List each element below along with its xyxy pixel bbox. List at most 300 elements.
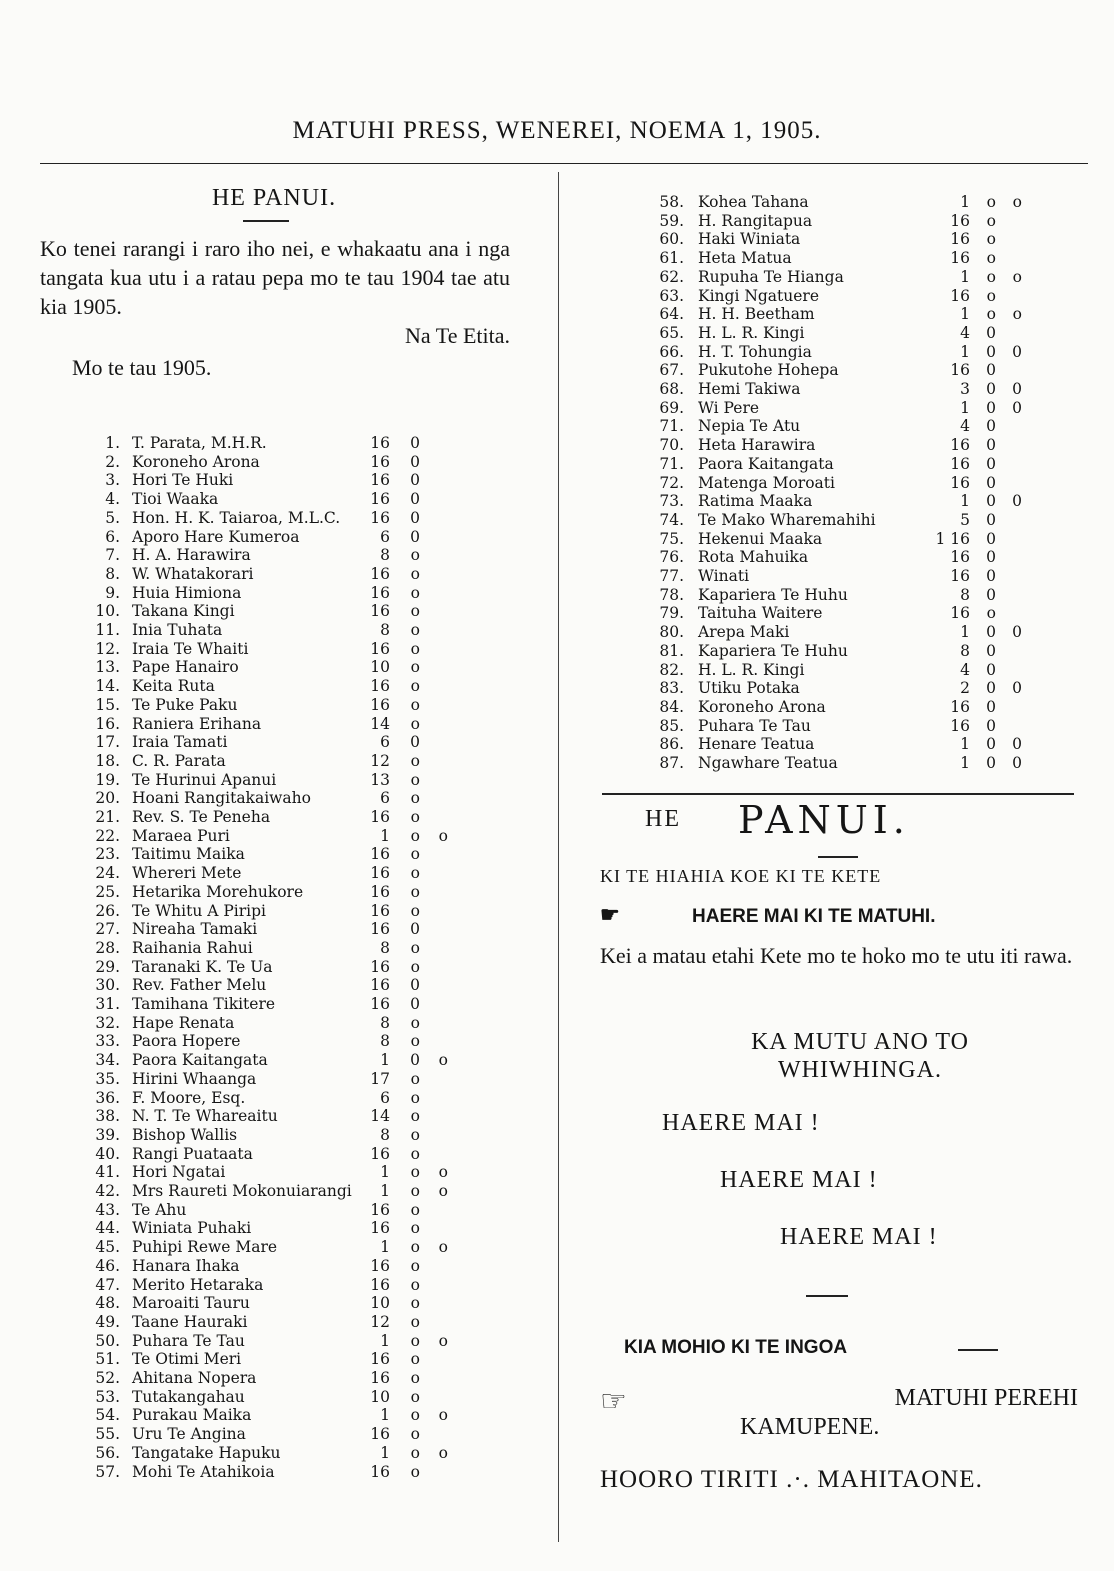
- list-item-n: 16.: [95, 714, 120, 733]
- list-item-name: H. Rangitapua: [698, 211, 813, 230]
- top-divider: [40, 163, 1088, 164]
- list-item-a: 1: [380, 1163, 390, 1182]
- list-item: [60, 509, 530, 528]
- list-item-b: o: [410, 1387, 420, 1406]
- list-item-name: Rev. Father Melu: [132, 976, 267, 995]
- list-item-name: T. Parata, M.H.R.: [132, 434, 267, 452]
- list-item-name: Bishop Wallis: [132, 1125, 238, 1144]
- list-item-name: Paora Kaitangata: [132, 1051, 268, 1070]
- list-item: [60, 715, 530, 734]
- list-item-a: 10: [370, 1294, 390, 1313]
- list-item-name: N. T. Te Whareaitu: [132, 1107, 278, 1126]
- list-item-a: 16: [370, 602, 390, 621]
- list-item-c: 0: [1012, 679, 1022, 698]
- list-item-a: 16: [370, 920, 390, 939]
- list-item-a: 16: [950, 230, 970, 249]
- list-item: [600, 212, 1070, 231]
- list-item: [60, 1070, 530, 1089]
- list-item: [60, 490, 530, 509]
- list-item-name: Te Hurinui Apanui: [132, 770, 277, 789]
- list-item-n: 11.: [95, 621, 120, 639]
- list-item-name: Rangi Puataata: [132, 1144, 253, 1163]
- advert-haere-1: HAERE MAI !: [662, 1110, 820, 1136]
- advert-company-line1: MATUHI PEREHI: [894, 1385, 1078, 1411]
- list-item-b: o: [410, 1088, 420, 1107]
- list-item-c: o: [1012, 193, 1022, 211]
- list-item-n: 81.: [659, 641, 684, 660]
- list-item-b: o: [410, 808, 420, 826]
- list-item-name: Haki Winiata: [698, 230, 801, 249]
- list-item-b: o: [410, 1013, 420, 1032]
- list-item: [600, 511, 1070, 530]
- list-item-c: o: [438, 1406, 448, 1425]
- list-item: [600, 735, 1070, 754]
- list-item-n: 71.: [659, 417, 684, 436]
- list-item-name: Kohea Tahana: [698, 193, 809, 211]
- list-item-a: 16: [950, 286, 970, 305]
- list-item: [600, 623, 1070, 642]
- list-item-a: 4: [960, 417, 970, 436]
- list-item-name: Rev. S. Te Peneha: [132, 808, 271, 826]
- list-item-b: o: [410, 583, 420, 602]
- list-item-name: Puhara Te Tau: [698, 716, 811, 735]
- list-item-n: 7.: [105, 546, 120, 565]
- list-item-a: 16: [950, 473, 970, 492]
- list-item-name: Hetarika Morehukore: [132, 882, 304, 901]
- list-item-name: Hape Renata: [132, 1013, 235, 1032]
- list-item-b: o: [410, 938, 420, 957]
- list-item-a: 1: [960, 492, 970, 511]
- list-item: [60, 696, 530, 715]
- list-item-name: Ahitana Nopera: [132, 1369, 257, 1387]
- list-item-b: o: [986, 305, 996, 324]
- list-item-name: Taitimu Maika: [132, 845, 245, 864]
- list-item: [60, 808, 530, 827]
- list-item: [60, 1201, 530, 1220]
- list-item-a: 4: [960, 660, 970, 679]
- list-item-n: 63.: [659, 286, 684, 305]
- title-rule: [243, 220, 289, 222]
- list-item-n: 85.: [659, 716, 684, 735]
- list-item-name: Kapariera Te Huhu: [698, 585, 848, 604]
- list-item: [600, 287, 1070, 306]
- list-item-a: 16: [370, 1144, 390, 1163]
- list-item-b: o: [410, 1406, 420, 1425]
- list-item-a: 16: [370, 901, 390, 920]
- list-item-a: 1: [960, 342, 970, 361]
- list-item-b: o: [410, 1032, 420, 1051]
- list-item-name: Nireaha Tamaki: [132, 920, 258, 939]
- list-item: [600, 324, 1070, 343]
- list-item-a: 3: [960, 380, 970, 398]
- notice-signature: Na Te Etita.: [405, 323, 510, 348]
- list-item-n: 68.: [659, 380, 684, 398]
- list-item-a: 8: [380, 621, 390, 639]
- list-item-a: 12: [370, 751, 390, 770]
- list-item-a: 16: [370, 564, 390, 583]
- list-item: [60, 1257, 530, 1276]
- list-item-b: o: [410, 957, 420, 976]
- list-item: [60, 789, 530, 808]
- list-item-b: o: [410, 546, 420, 565]
- list-item: [60, 752, 530, 771]
- list-item-b: o: [410, 901, 420, 920]
- list-item-name: Wi Pere: [698, 398, 760, 417]
- list-item-name: Aporo Hare Kumeroa: [132, 527, 300, 546]
- list-item: [60, 733, 530, 752]
- list-item-name: Winati: [698, 567, 750, 585]
- list-item-n: 4.: [105, 490, 120, 509]
- list-item-n: 50.: [95, 1331, 120, 1350]
- list-item: [60, 976, 530, 995]
- list-item-a: 16: [370, 434, 390, 452]
- list-item-b: 0: [410, 452, 420, 471]
- list-item: [60, 546, 530, 565]
- list-item-c: 0: [1012, 735, 1022, 754]
- list-item-name: Takana Kingi: [132, 602, 235, 621]
- list-item-name: Tioi Waaka: [132, 490, 219, 509]
- list-item-name: Puhipi Rewe Mare: [132, 1238, 278, 1257]
- list-item-a: 16: [950, 548, 970, 567]
- list-item-name: Hekenui Maaka: [698, 529, 823, 548]
- list-item-name: Raihania Rahui: [132, 938, 253, 957]
- list-item: [600, 754, 1070, 773]
- list-item-a: 16: [370, 1350, 390, 1369]
- list-item-a: 17: [370, 1069, 390, 1088]
- list-item-b: o: [410, 751, 420, 770]
- list-item-n: 39.: [95, 1125, 120, 1144]
- list-item-b: o: [986, 604, 996, 623]
- list-item-n: 52.: [95, 1369, 120, 1387]
- list-item: [60, 471, 530, 490]
- list-item: [600, 586, 1070, 605]
- list-item-name: Pukutohe Hohepa: [698, 361, 839, 380]
- list-item-name: Inia Tuhata: [132, 621, 223, 639]
- list-item: [600, 399, 1070, 418]
- list-item: [60, 902, 530, 921]
- advert-panui: PANUI.: [738, 798, 910, 842]
- list-item-n: 22.: [95, 826, 120, 845]
- list-item: [60, 677, 530, 696]
- list-item-a: 16: [370, 583, 390, 602]
- list-item-name: H. L. R. Kingi: [698, 660, 805, 679]
- list-item-n: 53.: [95, 1387, 120, 1406]
- list-item: [60, 939, 530, 958]
- list-item-name: Maroaiti Tauru: [132, 1294, 250, 1313]
- list-item: [60, 1126, 530, 1145]
- notice-title: HE PANUI.: [211, 185, 337, 211]
- list-item: [600, 455, 1070, 474]
- list-item-b: o: [986, 286, 996, 305]
- list-item-n: 20.: [95, 789, 120, 808]
- list-item-a: 1: [960, 267, 970, 286]
- list-item-c: 0: [1012, 380, 1022, 398]
- list-item-b: o: [410, 1350, 420, 1369]
- list-item-a: 6: [380, 527, 390, 546]
- list-item-b: o: [410, 1069, 420, 1088]
- list-item-name: Paora Hopere: [132, 1032, 241, 1051]
- list-item-c: o: [438, 826, 448, 845]
- list-item-c: 0: [1012, 623, 1022, 642]
- list-item-b: o: [410, 1238, 420, 1257]
- list-item-name: Paora Kaitangata: [698, 454, 834, 473]
- list-item: [600, 698, 1070, 717]
- list-item-a: 16: [370, 508, 390, 527]
- list-item-b: 0: [986, 436, 996, 455]
- list-item-name: Matenga Moroati: [698, 473, 835, 492]
- list-item-b: o: [410, 639, 420, 658]
- list-item-b: 0: [410, 434, 420, 452]
- list-item-name: Hon. H. K. Taiaroa, M.L.C.: [132, 508, 341, 527]
- list-item-n: 49.: [95, 1312, 120, 1331]
- list-item-name: H. L. R. Kingi: [698, 323, 805, 342]
- pointing-hand-icon: ☛: [600, 902, 620, 927]
- list-item-n: 33.: [95, 1032, 120, 1051]
- list-item-name: Raniera Erihana: [132, 714, 262, 733]
- list-item-b: 0: [986, 641, 996, 660]
- list-item: [60, 1182, 530, 1201]
- list-item-b: o: [410, 1107, 420, 1126]
- list-item: [600, 268, 1070, 287]
- list-item: [60, 565, 530, 584]
- list-item-b: 0: [986, 510, 996, 529]
- list-item-a: 16: [370, 1425, 390, 1444]
- list-item-n: 27.: [95, 920, 120, 939]
- list-item-name: Hirini Whaanga: [132, 1069, 257, 1088]
- list-item-b: 0: [986, 323, 996, 342]
- list-item: [60, 640, 530, 659]
- list-item-name: Purakau Maika: [132, 1406, 252, 1425]
- list-item-n: 62.: [659, 267, 684, 286]
- list-item: [60, 1444, 530, 1463]
- list-item: [600, 249, 1070, 268]
- list-item-a: 1: [380, 1406, 390, 1425]
- list-item-c: 0: [1012, 398, 1022, 417]
- list-item: [600, 417, 1070, 436]
- list-item: [60, 827, 530, 846]
- list-item-n: 58.: [659, 193, 684, 211]
- list-item: [60, 1145, 530, 1164]
- list-item: [600, 492, 1070, 511]
- list-item-n: 59.: [659, 211, 684, 230]
- list-item-n: 76.: [659, 548, 684, 567]
- advert-line2: [600, 902, 935, 928]
- list-item-a: 1: [960, 398, 970, 417]
- list-item-b: 0: [986, 716, 996, 735]
- list-item-n: 17.: [95, 733, 120, 752]
- list-item-b: 0: [986, 380, 996, 398]
- list-item: [60, 1369, 530, 1388]
- list-item: [60, 528, 530, 547]
- list-item: [60, 584, 530, 603]
- list-item-b: 0: [986, 342, 996, 361]
- list-item: [60, 1425, 530, 1444]
- list-item-a: 12: [370, 1312, 390, 1331]
- list-item-name: Hoani Rangitakaiwaho: [132, 789, 311, 808]
- list-item-n: 48.: [95, 1294, 120, 1313]
- list-item-a: 16: [370, 1219, 390, 1238]
- list-item-n: 61.: [659, 249, 684, 268]
- list-item-n: 38.: [95, 1107, 120, 1126]
- list-item-a: 16: [370, 1462, 390, 1481]
- list-item-name: Rupuha Te Hianga: [698, 267, 844, 286]
- advert-line2-text: HAERE MAI KI TE MATUHI.: [692, 906, 936, 927]
- list-item-a: 10: [370, 1387, 390, 1406]
- advert-top-rule: [602, 793, 1074, 795]
- list-item-name: Hori Ngatai: [132, 1163, 226, 1182]
- advert-he: HE: [645, 806, 681, 832]
- list-item: [60, 1032, 530, 1051]
- advert-body: Kei a matau etahi Kete mo te hoko mo te utu iti rawa.: [600, 943, 1073, 968]
- list-item: [60, 1163, 530, 1182]
- list-item: [60, 864, 530, 883]
- list-item-b: o: [410, 1294, 420, 1313]
- list-item-n: 6.: [105, 527, 120, 546]
- list-item-name: Koroneho Arona: [698, 697, 826, 716]
- list-item: [60, 453, 530, 472]
- list-item: [600, 380, 1070, 399]
- list-item-n: 75.: [659, 529, 684, 548]
- list-item-a: 8: [380, 1013, 390, 1032]
- list-item-n: 67.: [659, 361, 684, 380]
- list-item-name: Ratima Maaka: [698, 492, 813, 511]
- list-item-b: o: [410, 1144, 420, 1163]
- list-item-n: 23.: [95, 845, 120, 864]
- list-item-n: 14.: [95, 677, 120, 696]
- list-item-name: H. T. Tohungia: [698, 342, 812, 361]
- list-item: [60, 1219, 530, 1238]
- list-item-name: Taituha Waitere: [698, 604, 823, 623]
- list-item: [60, 434, 530, 453]
- list-item-n: 41.: [95, 1163, 120, 1182]
- list-item-b: 0: [986, 454, 996, 473]
- list-item-n: 82.: [659, 660, 684, 679]
- list-item-a: 1: [380, 1238, 390, 1257]
- list-item-name: Taranaki K. Te Ua: [132, 957, 273, 976]
- list-item-a: 16: [950, 716, 970, 735]
- list-item-b: o: [410, 882, 420, 901]
- list-item: [60, 845, 530, 864]
- list-item-a: 5: [960, 510, 970, 529]
- list-item-a: 16: [950, 249, 970, 268]
- list-item-name: Taane Hauraki: [132, 1312, 248, 1331]
- advert-haere-2: HAERE MAI !: [720, 1167, 878, 1193]
- list-item-a: 6: [380, 789, 390, 808]
- list-item-b: o: [410, 845, 420, 864]
- list-item-a: 16: [370, 677, 390, 696]
- advert-line1: KI TE HIAHIA KOE KI TE KETE: [600, 866, 882, 886]
- list-item-b: 0: [986, 492, 996, 511]
- list-item: [60, 1294, 530, 1313]
- list-item-b: o: [986, 249, 996, 268]
- list-item: [600, 548, 1070, 567]
- list-item-name: Kingi Ngatuere: [698, 286, 820, 305]
- list-item-b: o: [986, 193, 996, 211]
- advert-rule-2: [806, 1295, 848, 1297]
- list-item-a: 16: [950, 436, 970, 455]
- list-item-n: 80.: [659, 623, 684, 642]
- list-item-n: 70.: [659, 436, 684, 455]
- list-item-n: 2.: [105, 452, 120, 471]
- list-item-b: 0: [986, 473, 996, 492]
- list-item-b: 0: [986, 754, 996, 772]
- list-item-b: o: [410, 1200, 420, 1219]
- list-item-n: 60.: [659, 230, 684, 249]
- list-item-name: Te Mako Wharemahihi: [698, 510, 876, 529]
- list-item-b: 0: [410, 508, 420, 527]
- advert-kia-dash: [958, 1349, 998, 1351]
- list-item-name: Keita Ruta: [132, 677, 215, 696]
- list-item-n: 5.: [105, 508, 120, 527]
- list-item-a: 4: [960, 323, 970, 342]
- list-item-b: o: [410, 621, 420, 639]
- list-item-n: 72.: [659, 473, 684, 492]
- notice-section: [40, 185, 520, 381]
- list-item-n: 46.: [95, 1256, 120, 1275]
- list-item-name: Te Otimi Meri: [132, 1350, 242, 1369]
- list-item-a: 13: [370, 770, 390, 789]
- list-item-b: 0: [986, 697, 996, 716]
- list-item-c: o: [438, 1163, 448, 1182]
- list-item: [600, 642, 1070, 661]
- list-item-n: 31.: [95, 995, 120, 1013]
- list-item-a: 1: [380, 1443, 390, 1462]
- list-item-c: o: [438, 1182, 448, 1200]
- list-item-name: Utiku Potaka: [698, 679, 800, 698]
- list-item-b: o: [410, 1275, 420, 1294]
- list-item-name: Maraea Puri: [132, 826, 230, 845]
- list-item-name: Tutakangahau: [132, 1387, 245, 1406]
- list-item: [60, 621, 530, 640]
- list-item-name: Te Puke Paku: [132, 695, 238, 714]
- list-item: [60, 771, 530, 790]
- list-item-a: 16: [370, 976, 390, 995]
- list-item-name: Heta Matua: [698, 249, 792, 268]
- list-item-b: 0: [986, 529, 996, 548]
- list-item-b: o: [986, 211, 996, 230]
- advert-kamutu: KA MUTU ANO TO WHIWHINGA.: [751, 1029, 969, 1083]
- list-item-n: 65.: [659, 323, 684, 342]
- list-item-a: 16: [950, 697, 970, 716]
- list-item-n: 77.: [659, 567, 684, 585]
- list-item-name: Mohi Te Atahikoia: [132, 1462, 275, 1481]
- list-item: [600, 343, 1070, 362]
- list-item-b: 0: [986, 660, 996, 679]
- list-item-n: 24.: [95, 864, 120, 883]
- list-item-b: 0: [986, 585, 996, 604]
- list-item-b: 0: [410, 1051, 420, 1070]
- list-item-b: 0: [986, 735, 996, 754]
- list-item-b: 0: [986, 548, 996, 567]
- list-item-n: 29.: [95, 957, 120, 976]
- list-item-n: 32.: [95, 1013, 120, 1032]
- list-item-a: 2: [960, 679, 970, 698]
- list-item: [600, 530, 1070, 549]
- list-item-n: 57.: [95, 1462, 120, 1481]
- list-item-n: 43.: [95, 1200, 120, 1219]
- list-item: [600, 679, 1070, 698]
- list-item-a: 8: [380, 1032, 390, 1051]
- list-item-n: 15.: [95, 695, 120, 714]
- list-item-a: 16: [370, 490, 390, 509]
- list-item-name: Merito Hetaraka: [132, 1275, 264, 1294]
- list-item-n: 12.: [95, 639, 120, 658]
- list-item-name: Te Whitu A Piripi: [132, 901, 266, 920]
- list-item-a: 16: [370, 1275, 390, 1294]
- list-item-n: 25.: [95, 882, 120, 901]
- list-item-a: 8: [380, 938, 390, 957]
- list-item-a: 16: [370, 864, 390, 883]
